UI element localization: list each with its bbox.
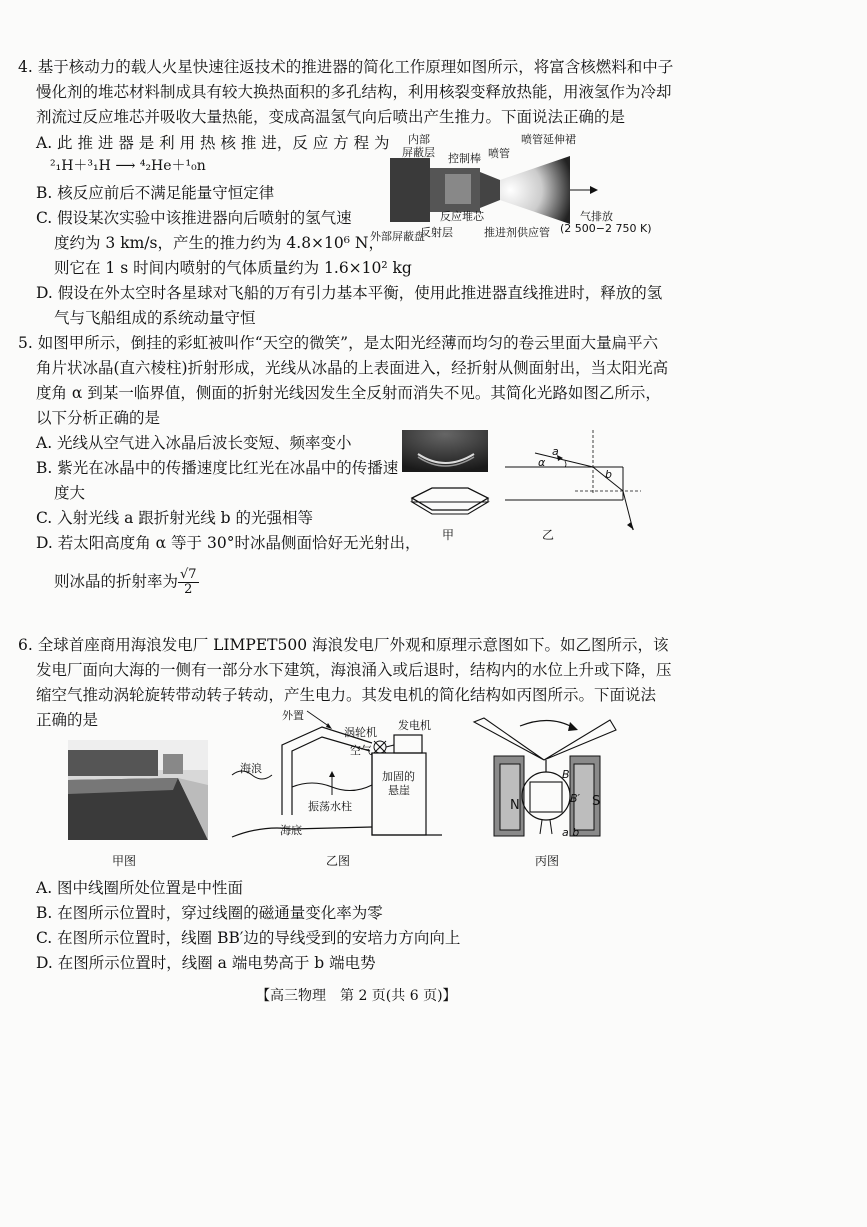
q4-option-c-line-3: 则它在 1 s 时间内喷射的气体质量约为 1.6×10² kg xyxy=(54,259,412,277)
q6-option-d: D. 在图所示位置时，线圈 a 端电势高于 b 端电势 xyxy=(36,954,376,972)
q4-option-c-line-2: 度约为 3 km/s，产生的推力约为 4.8×10⁶ N， xyxy=(54,234,384,252)
q6-label-B-prime: B′ xyxy=(570,792,581,805)
q5-option-d-text: 则冰晶的折射率为 xyxy=(54,572,179,591)
q4-option-d-line-1: D. 假设在外太空时各星球对飞船的万有引力基本平衡，使用此推进器直线推进时，释放的氢 xyxy=(36,284,663,302)
q5-fraction-numerator: √7 xyxy=(180,567,197,582)
q5-fraction-denominator: 2 xyxy=(184,582,193,597)
q6-stem-line-1: 6. 全球首座商用海浪发电厂 LIMPET500 海浪发电厂外观和原理示意图如下。如乙图所示，该 xyxy=(18,636,669,654)
q6-label-air: 空气 xyxy=(350,744,372,757)
q4-label-feed-pipe: 推进剂供应管 xyxy=(484,226,550,239)
q6-caption-bing: 丙图 xyxy=(535,854,560,868)
q5-label-ray-b: b xyxy=(605,468,612,481)
q6-label-N: N xyxy=(510,798,520,813)
q4-option-a-equation: ²₁H＋³₁H ⟶ ⁴₂He＋¹₀n xyxy=(50,158,206,174)
q4-stem-line-2: 慢化剂的堆芯材料制成具有较大换热面积的多孔结构，利用核裂变释放热能，用液氢作为冷却 xyxy=(36,83,672,101)
q6-option-b: B. 在图所示位置时，穿过线圈的磁通量变化率为零 xyxy=(36,904,383,922)
q6-label-generator: 发电机 xyxy=(398,719,431,732)
q4-option-c-line-1: C. 假设某次实验中该推进器向后喷射的氢气速 xyxy=(36,209,352,227)
q6-label-turbine: 涡轮机 xyxy=(344,726,377,739)
q4-label-exhaust: 气排放 xyxy=(580,210,613,223)
q6-option-c: C. 在图所示位置时，线圈 BB′边的导线受到的安培力方向向上 xyxy=(36,929,461,947)
q6-label-column: 振荡水柱 xyxy=(308,800,352,813)
q6-photo-jia xyxy=(68,740,208,840)
q5-option-c: C. 入射光线 a 跟折射光线 b 的光强相等 xyxy=(36,509,314,527)
q5-figure-jia xyxy=(400,428,500,538)
q4-label-outer-shield: 外部屏蔽盘 xyxy=(370,230,425,243)
q5-caption-yi: 乙 xyxy=(542,528,555,542)
q6-label-waizhi: 外置 xyxy=(282,709,304,722)
q5-label-ray-a: a xyxy=(552,445,559,458)
q6-caption-yi: 乙图 xyxy=(326,854,351,868)
q5-stem-line-4: 以下分析正确的是 xyxy=(36,409,161,427)
q5-caption-jia: 甲 xyxy=(442,528,455,542)
q4-label-inner-shield-2: 屏蔽层 xyxy=(402,146,435,159)
q4-label-nozzle-extension: 喷管延伸裙 xyxy=(521,133,576,146)
q5-stem-line-3: 度角 α 到某一临界值，侧面的折射光线因发生全反射而消失不见。其简化光路如图乙所示， xyxy=(36,384,661,402)
q6-label-S: S xyxy=(592,794,601,809)
q4-label-inner-shield-1: 内部 xyxy=(408,133,430,146)
q6-diagram-bing xyxy=(470,712,620,844)
q5-option-d-line-2 xyxy=(54,568,199,597)
q6-stem-line-2: 发电厂面向大海的一侧有一部分水下建筑，海浪涌入或后退时，结构内的水位上升或下降，压 xyxy=(36,661,672,679)
q4-label-reflector: 反射层 xyxy=(420,226,453,239)
q6-stem-line-3: 缩空气推动涡轮旋转带动转子转动，产生电力。其发电机的简化结构如丙图所示。下面说法 xyxy=(36,686,657,704)
q5-stem-line-1: 5. 如图甲所示，倒挂的彩虹被叫作“天空的微笑”，是太阳光经薄而均匀的卷云里面大量扁平六 xyxy=(18,334,659,352)
q4-label-core: 反应堆芯 xyxy=(440,210,484,223)
q5-option-b-line-1: B. 紫光在冰晶中的传播速度比红光在冰晶中的传播速 xyxy=(36,459,399,477)
q4-stem-line-3: 剂流过反应堆芯并吸收大量热能，变成高温氢气向后喷出产生推力。下面说法正确的是 xyxy=(36,108,626,126)
q6-option-a: A. 图中线圈所处位置是中性面 xyxy=(36,879,244,897)
q6-label-cliff-1: 加固的 xyxy=(382,770,415,783)
q4-label-temperature: (2 500−2 750 K) xyxy=(560,222,652,235)
q4-label-control-rod: 控制棒 xyxy=(448,152,481,165)
q5-stem-line-2: 角片状冰晶(直六棱柱)折射形成，光线从冰晶的上表面进入，经折射从侧面射出，当太阳光高 xyxy=(36,359,669,377)
q5-option-a: A. 光线从空气进入冰晶后波长变短、频率变小 xyxy=(36,434,352,452)
q5-label-alpha: α xyxy=(538,456,546,469)
q4-option-b: B. 核反应前后不满足能量守恒定律 xyxy=(36,184,275,202)
q5-option-d-fraction xyxy=(178,568,199,597)
q6-label-B: B xyxy=(562,768,570,781)
q5-figure-yi xyxy=(505,425,645,540)
q4-label-nozzle: 喷管 xyxy=(488,147,510,160)
q6-label-cliff-2: 悬崖 xyxy=(388,784,410,797)
q5-option-b-line-2: 度大 xyxy=(54,484,86,502)
q4-option-d-line-2: 气与飞船组成的系统动量守恒 xyxy=(54,309,256,327)
q6-label-seabed: 海底 xyxy=(280,824,302,837)
q4-option-a-line-1: A. 此 推 进 器 是 利 用 热 核 推 进，反 应 方 程 为 xyxy=(36,134,390,152)
q6-label-ab: a b xyxy=(562,826,580,839)
q5-option-d-line-1: D. 若太阳高度角 α 等于 30°时冰晶侧面恰好无光射出， xyxy=(36,534,421,552)
q4-stem-line-1: 4. 基于核动力的载人火星快速往返技术的推进器的简化工作原理如图所示，将富含核燃料和中子 xyxy=(18,58,674,76)
q6-label-wave: 海浪 xyxy=(240,762,262,775)
q6-stem-line-4: 正确的是 xyxy=(36,711,99,729)
q6-caption-jia: 甲图 xyxy=(112,854,137,868)
page-footer: 【高三物理 第 2 页(共 6 页)】 xyxy=(256,988,457,1004)
